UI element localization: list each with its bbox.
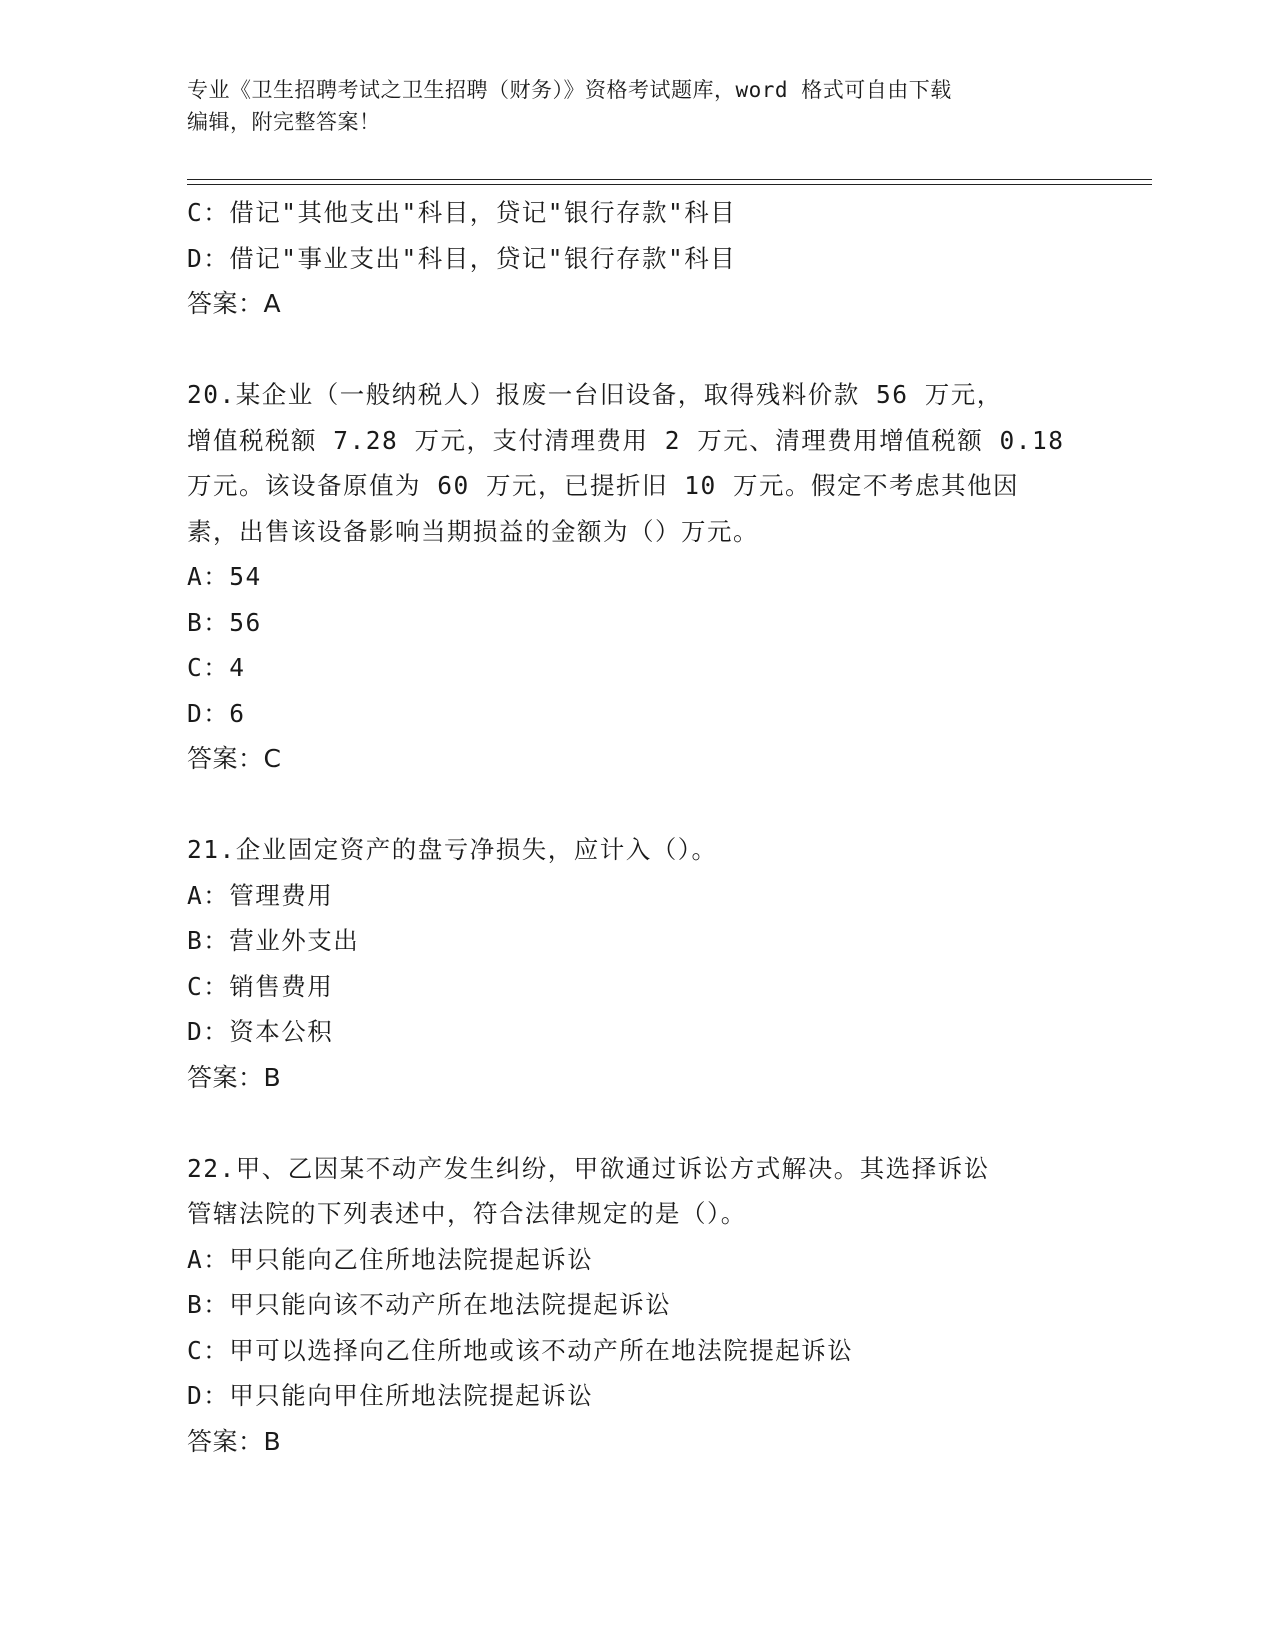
prev-question <box>187 190 1087 327</box>
option-d: D：6 <box>187 698 246 728</box>
question-stem-line: 增值税税额 7.28 万元，支付清理费用 2 万元、清理费用增值税额 0.18 <box>187 425 1065 455</box>
question-stem-line: 万元。该设备原值为 60 万元，已提折旧 10 万元。假定不考虑其他因 <box>187 471 1019 500</box>
option-b: B：甲只能向该不动产所在地法院提起诉讼 <box>187 1290 672 1319</box>
header-line-1: 专业《卫生招聘考试之卫生招聘（财务）》资格考试题库，word 格式可自由下载 <box>187 78 952 102</box>
question-stem-line: 素，出售该设备影响当期损益的金额为（）万元。 <box>187 516 759 546</box>
option-a: A：管理费用 <box>187 880 334 910</box>
option-c: C：借记"其他支出"科目，贷记"银行存款"科目 <box>187 198 737 227</box>
question-stem-line: 22.甲、乙因某不动产发生纠纷，甲欲通过诉讼方式解决。其选择诉讼 <box>187 1153 990 1183</box>
spacer <box>187 1101 1087 1146</box>
question-22 <box>187 1146 1087 1465</box>
question-stem-line: 管辖法院的下列表述中，符合法律规定的是（）。 <box>187 1199 747 1228</box>
question-stem-line: 20.某企业（一般纳税人）报废一台旧设备，取得残料价款 56 万元， <box>187 380 1003 409</box>
option-c: C：销售费用 <box>187 971 334 1001</box>
answer-line: 答案：A <box>187 289 282 318</box>
option-d: D：资本公积 <box>187 1017 334 1046</box>
option-b: B：营业外支出 <box>187 926 360 955</box>
header-rule-thin <box>187 184 1152 185</box>
question-20 <box>187 372 1087 782</box>
answer-line: 答案：B <box>187 1062 282 1092</box>
option-d: D：甲只能向甲住所地法院提起诉讼 <box>187 1381 594 1410</box>
option-b: B：56 <box>187 607 262 637</box>
spacer <box>187 327 1087 372</box>
question-21 <box>187 827 1087 1101</box>
option-a: A：54 <box>187 562 262 591</box>
document-body <box>187 190 1087 1465</box>
answer-line: 答案：B <box>187 1426 282 1456</box>
spacer <box>187 782 1087 827</box>
option-c: C：4 <box>187 653 246 682</box>
answer-line: 答案：C <box>187 744 282 773</box>
option-a: A：甲只能向乙住所地法院提起诉讼 <box>187 1244 594 1274</box>
header-line-2: 编辑，附完整答案！ <box>187 110 381 134</box>
question-stem-line: 21.企业固定资产的盘亏净损失，应计入（）。 <box>187 835 718 864</box>
header-rule-thick <box>187 179 1152 180</box>
page-header <box>187 74 1087 138</box>
option-d: D：借记"事业支出"科目，贷记"银行存款"科目 <box>187 243 737 273</box>
option-c: C：甲可以选择向乙住所地或该不动产所在地法院提起诉讼 <box>187 1335 854 1365</box>
